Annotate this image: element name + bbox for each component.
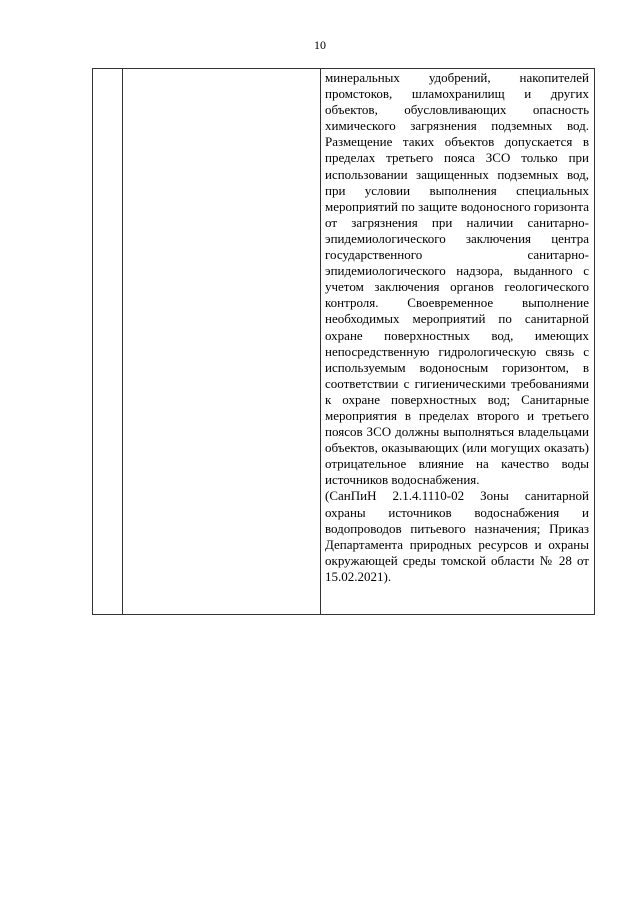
document-table <box>92 68 595 615</box>
table-cell-number <box>93 69 123 615</box>
table-cell-description <box>321 69 595 615</box>
table-cell-name <box>123 69 321 615</box>
table-row <box>93 69 595 615</box>
page-number: 10 <box>314 38 326 52</box>
description-paragraph: минеральных удобрений, накопителей промстоков, шламохранилищ и других объектов, обусловливающих опасность химического загрязнения подземных вод. Размещение таких объектов допускается в пределах третьего пояса ЗСО только при использовании защищенных подземных вод, при условии выполнения специальных мероприятий по защите водоносного горизонта от загрязнения при наличии санитарно- эпидемиологического заключения центра государственного санитарно-эпидемиологического надзора, выданного с учетом заключения органов геологического контроля. Своевременное выполнение необходимых мероприятий по санитарной охране поверхностных вод, имеющих непосредственную гидрологическую связь с используемым водоносным горизонтом, в соответствии с гигиеническими требованиями к охране поверхностных вод; Санитарные мероприятия в пределах второго и третьего поясов ЗСО должны выполняться владельцами объектов, оказывающих (или могущих оказать) отрицательное влияние на качество воды источников водоснабжения. <box>325 70 589 488</box>
source-reference-paragraph: (СанПиН 2.1.4.1110-02 Зоны санитарной охраны источников водоснабжения и водопроводов питьевого назначения; Приказ Департамента природных ресурсов и охраны окружающей среды томской области № 28 от 15.02.2021). <box>325 488 589 584</box>
